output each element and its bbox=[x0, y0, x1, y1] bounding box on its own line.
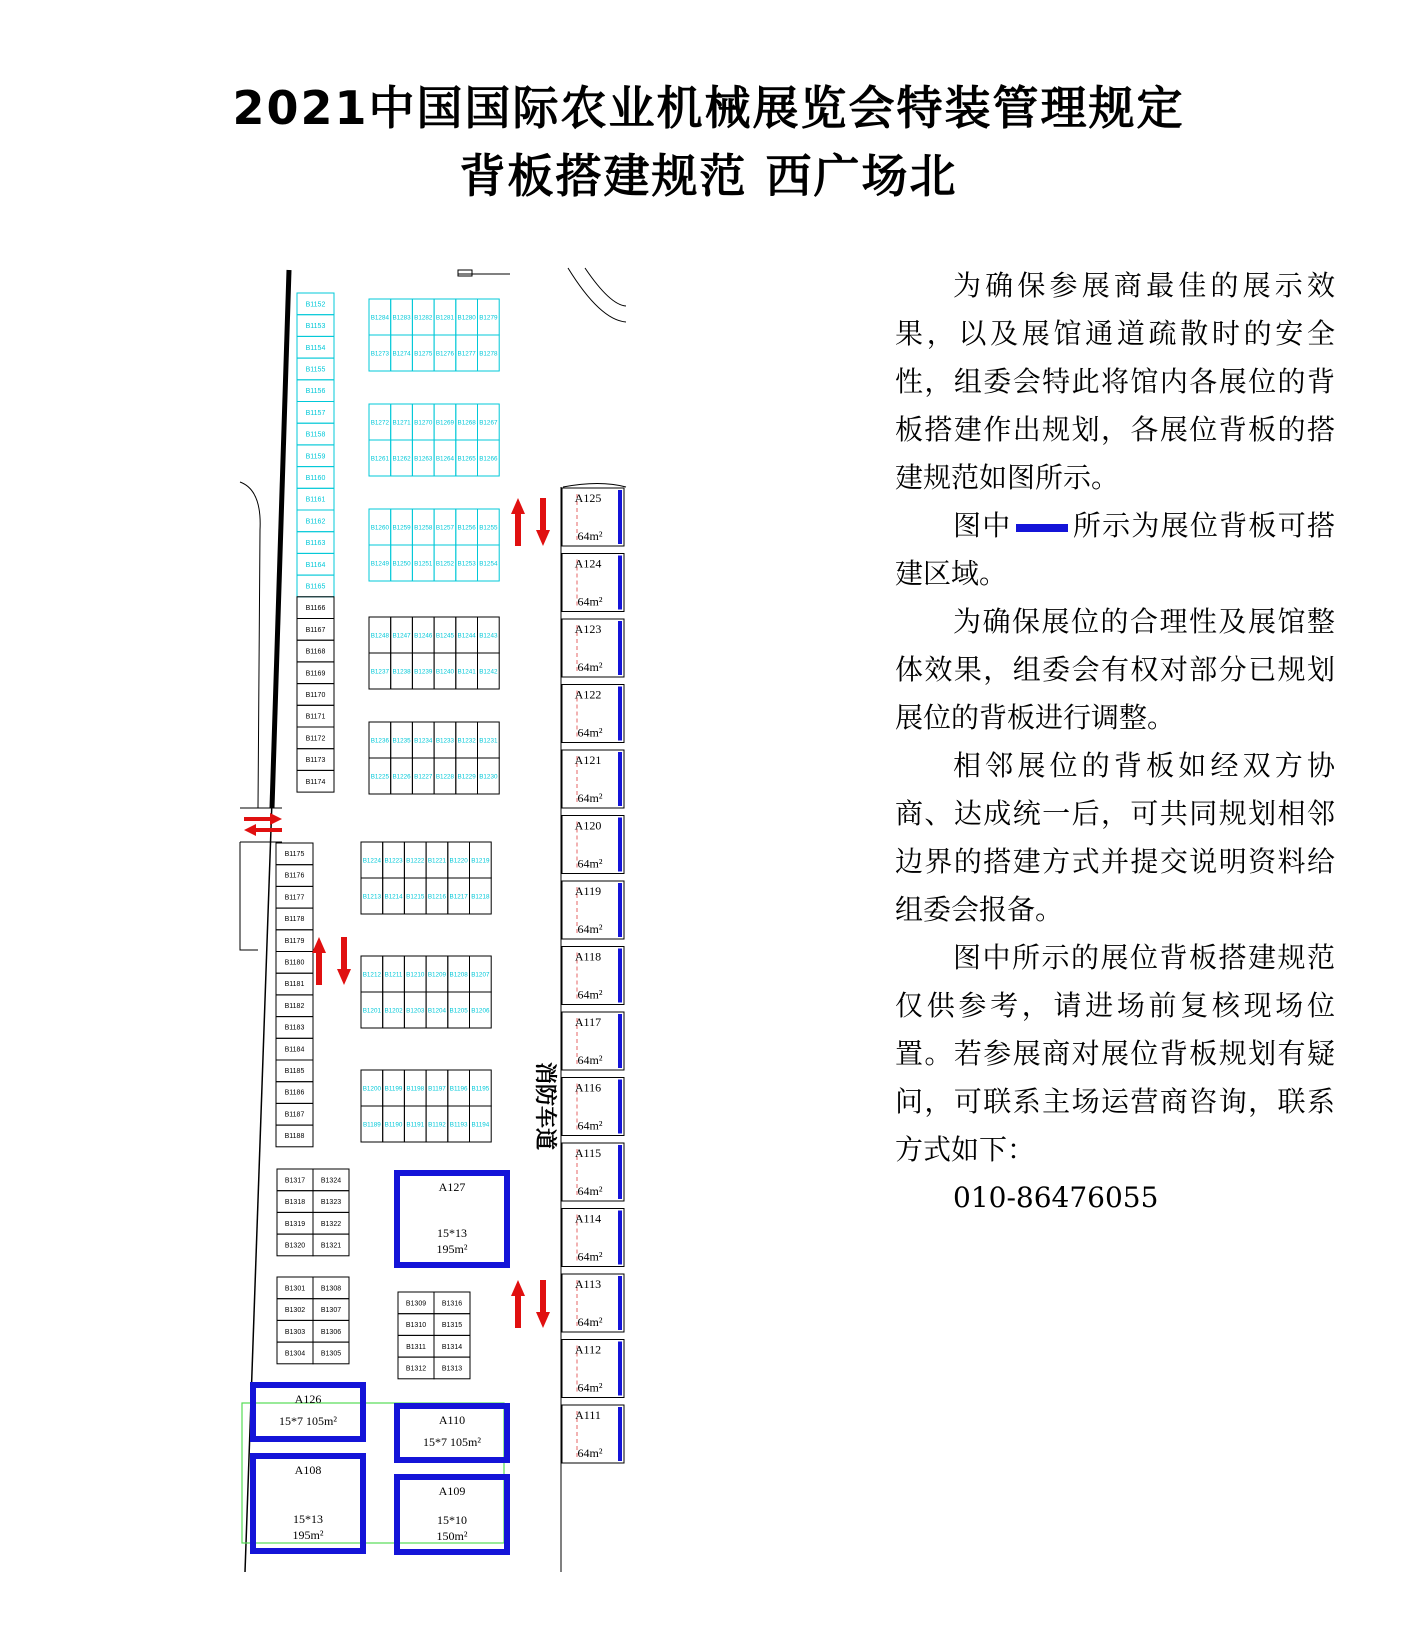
booth-label: B1209 bbox=[427, 971, 447, 979]
booth-label: B1244 bbox=[457, 632, 476, 640]
booth-label: B1217 bbox=[449, 893, 468, 901]
note-paragraph-2 bbox=[895, 502, 1335, 598]
booth-label: B1214 bbox=[384, 893, 403, 901]
booth-label: B1303 bbox=[284, 1328, 306, 1336]
booth-label: B1206 bbox=[471, 1007, 490, 1015]
booth-area: 64m² bbox=[577, 725, 603, 740]
booth-label: A121 bbox=[574, 753, 602, 767]
booth-label: B1176 bbox=[284, 872, 305, 880]
booth-label: B1230 bbox=[479, 773, 498, 781]
booth-label: B1231 bbox=[479, 737, 498, 745]
booth-label: B1186 bbox=[284, 1089, 305, 1097]
booth-label: B1219 bbox=[471, 857, 490, 865]
booth-label: B1216 bbox=[427, 893, 447, 901]
booth-label: B1207 bbox=[471, 971, 490, 979]
booth-label: B1324 bbox=[320, 1177, 342, 1185]
booth-area: 150m² bbox=[436, 1529, 468, 1543]
booth-label: B1304 bbox=[284, 1350, 306, 1358]
booth-label: B1215 bbox=[406, 893, 425, 901]
booth-label: B1259 bbox=[392, 524, 411, 532]
booth-label: A118 bbox=[574, 949, 602, 964]
booth-layer bbox=[253, 293, 624, 1552]
booth-size: 15*13 bbox=[293, 1512, 323, 1526]
booth-label: B1322 bbox=[320, 1220, 342, 1228]
booth-label: B1308 bbox=[320, 1285, 342, 1293]
booth-label: B1235 bbox=[392, 737, 411, 745]
booth-label: B1159 bbox=[305, 453, 326, 461]
booth-label: B1171 bbox=[305, 713, 326, 721]
booth-label: B1194 bbox=[471, 1121, 490, 1129]
booth-label: B1174 bbox=[305, 778, 326, 786]
booth-label: B1229 bbox=[457, 773, 476, 781]
booth-area: 64m² bbox=[577, 1184, 603, 1198]
note-paragraph-4: 相邻展位的背板如经双方协商、达成统一后，可共同规划相邻边界的搭建方式并提交说明资料给组委会报备。 bbox=[895, 749, 1335, 926]
booth-label: B1180 bbox=[284, 959, 305, 967]
booth-label: B1277 bbox=[457, 350, 476, 358]
booth-label: B1203 bbox=[406, 1007, 425, 1015]
booth-label: B1157 bbox=[305, 409, 326, 417]
booth-label: B1268 bbox=[457, 419, 476, 427]
notes-panel bbox=[895, 262, 1335, 1222]
booth-label: B1280 bbox=[457, 314, 476, 322]
booth-label: B1315 bbox=[441, 1322, 463, 1330]
booth-label: A114 bbox=[574, 1211, 602, 1226]
booth-area: 64m² bbox=[577, 660, 603, 674]
booth-label: B1247 bbox=[392, 632, 411, 640]
booth-label: A108 bbox=[294, 1463, 322, 1477]
booth-label: B1165 bbox=[305, 583, 326, 591]
booth-label: B1273 bbox=[370, 350, 389, 358]
booth-label: B1225 bbox=[370, 773, 389, 781]
booth-label: B1270 bbox=[414, 419, 433, 427]
booth-label: B1323 bbox=[320, 1199, 342, 1207]
contact-phone: 010-86476055 bbox=[953, 1181, 1159, 1214]
booth-label: B1278 bbox=[479, 350, 498, 358]
booth-label: B1254 bbox=[479, 560, 498, 568]
booth-area: 195m² bbox=[436, 1242, 468, 1256]
booth-label: B1309 bbox=[405, 1300, 427, 1308]
booth-label: B1318 bbox=[284, 1199, 306, 1207]
booth-label: B1269 bbox=[435, 419, 455, 427]
note-paragraph-1: 为确保参展商最佳的展示效果，以及展馆通道疏散时的安全性，组委会特此将馆内各展位的背板搭建作出规划，各展位背板的搭建规范如图所示。 bbox=[895, 269, 1335, 494]
booth-label: A116 bbox=[574, 1080, 602, 1095]
booth-label: A109 bbox=[438, 1484, 466, 1498]
booth-label: B1320 bbox=[284, 1242, 306, 1250]
booth-label: B1212 bbox=[362, 971, 381, 979]
booth-label: B1312 bbox=[405, 1365, 427, 1373]
booth-label: B1179 bbox=[284, 937, 305, 945]
booth-label: B1218 bbox=[471, 893, 490, 901]
page-subtitle: 背板搭建规范 西广场北 bbox=[459, 149, 958, 203]
booth-label: A111 bbox=[575, 1408, 601, 1422]
booth-label: B1183 bbox=[284, 1024, 305, 1032]
booth-size: 15*7 105m² bbox=[279, 1414, 337, 1428]
booth-label: B1184 bbox=[284, 1046, 305, 1054]
booth-label: B1272 bbox=[370, 419, 389, 427]
booth-label: B1252 bbox=[435, 560, 455, 568]
booth-label: A117 bbox=[574, 1015, 602, 1029]
arrow-down-icon bbox=[536, 498, 550, 546]
booth-label: A112 bbox=[574, 1342, 602, 1357]
arrow-left-icon bbox=[244, 824, 282, 836]
booth-size: 15*7 105m² bbox=[423, 1435, 481, 1449]
booth-label: B1223 bbox=[384, 857, 403, 865]
booth-label: A113 bbox=[574, 1277, 602, 1291]
booth-label: B1185 bbox=[284, 1068, 305, 1075]
booth-label: B1264 bbox=[435, 455, 455, 463]
booth-label: B1173 bbox=[305, 757, 326, 765]
booth-size: 15*13 bbox=[437, 1226, 467, 1240]
booth-label: B1267 bbox=[479, 419, 498, 427]
booth-area: 64m² bbox=[577, 1118, 603, 1133]
booth-label: B1265 bbox=[457, 455, 476, 463]
booth-label: B1241 bbox=[457, 668, 476, 676]
booth-label: B1228 bbox=[435, 773, 455, 781]
booth-label: B1274 bbox=[392, 350, 411, 358]
booth-label: A120 bbox=[574, 818, 602, 833]
arrow-down-icon bbox=[536, 1280, 550, 1328]
booth-label: A127 bbox=[438, 1180, 466, 1194]
booth-label: B1162 bbox=[305, 518, 326, 526]
arrow-down-icon bbox=[337, 937, 351, 985]
booth-label: B1317 bbox=[284, 1177, 306, 1185]
note-paragraph-5: 图中所示的展位背板搭建规范仅供参考，请进场前复核现场位置。若参展商对展位背板规划有疑问，可联系主场运营商咨询，联系方式如下： bbox=[895, 941, 1335, 1166]
booth-label: B1156 bbox=[305, 388, 326, 396]
booth-label: B1190 bbox=[384, 1121, 403, 1129]
booth-label: B1282 bbox=[414, 314, 433, 322]
booth-label: B1271 bbox=[392, 419, 411, 427]
fire-lane-label: 消防车道 bbox=[533, 1062, 558, 1151]
booth-label: B1307 bbox=[320, 1307, 342, 1315]
booth-label: B1283 bbox=[392, 314, 411, 322]
booth-label: B1238 bbox=[392, 668, 411, 676]
booth-label: B1234 bbox=[414, 737, 433, 745]
booth-label: B1316 bbox=[441, 1300, 463, 1308]
booth-label: B1188 bbox=[284, 1133, 305, 1141]
booth-label: A119 bbox=[574, 884, 602, 898]
booth-label: B1208 bbox=[449, 971, 468, 979]
booth-area: 64m² bbox=[577, 1249, 603, 1264]
booth-label: B1258 bbox=[414, 524, 433, 532]
booth-label: B1233 bbox=[435, 737, 455, 745]
booth-label: B1158 bbox=[305, 431, 326, 439]
booth-label: B1240 bbox=[435, 668, 455, 676]
booth-area: 64m² bbox=[577, 791, 603, 805]
note-paragraph-3: 为确保展位的合理性及展馆整体效果，组委会有权对部分已规划展位的背板进行调整。 bbox=[895, 605, 1335, 734]
booth-label: B1301 bbox=[284, 1285, 306, 1293]
booth-label: B1192 bbox=[428, 1121, 446, 1129]
booth-label: B1232 bbox=[457, 737, 476, 745]
booth-label: B1266 bbox=[479, 455, 498, 463]
booth-area: 64m² bbox=[577, 1315, 603, 1329]
booth-area: 195m² bbox=[292, 1528, 324, 1542]
booth-label: B1226 bbox=[392, 773, 411, 781]
booth-label: B1260 bbox=[370, 524, 389, 532]
page-title: 2021中国国际农业机械展览会特装管理规定 bbox=[232, 81, 1185, 135]
arrow-up-icon bbox=[511, 1280, 525, 1328]
booth-label: B1204 bbox=[427, 1007, 447, 1015]
booth-area: 64m² bbox=[577, 987, 603, 1002]
booth-label: B1222 bbox=[406, 857, 425, 865]
booth-label: A110 bbox=[438, 1413, 466, 1427]
booth-area: 64m² bbox=[577, 1380, 603, 1395]
booth-label: B1201 bbox=[362, 1007, 381, 1015]
booth-label: B1314 bbox=[441, 1343, 463, 1351]
booth-label: B1167 bbox=[305, 626, 326, 634]
booth-label: B1154 bbox=[305, 344, 326, 352]
booth-label: B1275 bbox=[414, 350, 433, 358]
booth-label: B1197 bbox=[428, 1085, 446, 1093]
booth-label: B1221 bbox=[427, 857, 447, 865]
legend-prefix: 图中 bbox=[953, 509, 1012, 542]
booth-label: B1189 bbox=[362, 1121, 381, 1129]
booth-label: B1245 bbox=[435, 632, 455, 640]
booth-label: B1161 bbox=[305, 496, 326, 504]
booth-area: 64m² bbox=[577, 856, 603, 871]
arrow-up-icon bbox=[511, 498, 525, 546]
arrow-right-icon bbox=[244, 813, 282, 825]
booth-label: B1236 bbox=[370, 737, 389, 745]
booth-label: B1248 bbox=[370, 632, 389, 640]
booth-label: B1170 bbox=[305, 691, 326, 699]
booth-label: B1255 bbox=[479, 524, 498, 532]
booth-area: 64m² bbox=[577, 1053, 603, 1067]
booth-label: B1178 bbox=[284, 916, 305, 924]
booth-label: B1239 bbox=[414, 668, 433, 676]
booth-label: B1199 bbox=[384, 1085, 403, 1093]
booth-label: B1319 bbox=[284, 1220, 306, 1228]
booth-label: A122 bbox=[574, 687, 602, 702]
booth-label: B1306 bbox=[320, 1328, 342, 1336]
booth-area: 64m² bbox=[577, 922, 603, 936]
booth-label: B1213 bbox=[362, 893, 381, 901]
booth-label: B1220 bbox=[449, 857, 468, 865]
booth-label: B1281 bbox=[435, 314, 455, 322]
booth-label: B1152 bbox=[305, 301, 326, 309]
booth-label: B1313 bbox=[441, 1365, 463, 1373]
booth-label: B1181 bbox=[284, 981, 305, 989]
booth-label: B1163 bbox=[305, 540, 326, 548]
booth-area: 64m² bbox=[577, 594, 603, 609]
booth-label: B1210 bbox=[406, 971, 425, 979]
legend-suffix: 所示为展位背板可搭建区域。 bbox=[895, 509, 1335, 590]
booth-label: B1249 bbox=[370, 560, 389, 568]
booth-label: B1261 bbox=[370, 455, 389, 463]
booth-label: B1305 bbox=[320, 1350, 342, 1358]
booth-label: A115 bbox=[574, 1146, 602, 1160]
booth-label: B1166 bbox=[305, 605, 326, 613]
booth-label: B1246 bbox=[414, 632, 433, 640]
booth-label: B1175 bbox=[284, 851, 305, 858]
booth-label: B1169 bbox=[305, 670, 326, 678]
booth-label: B1155 bbox=[305, 366, 326, 374]
booth-label: B1202 bbox=[384, 1007, 403, 1015]
booth-label: B1160 bbox=[305, 474, 326, 482]
booth-size: 15*10 bbox=[437, 1513, 467, 1527]
booth-label: B1311 bbox=[406, 1343, 426, 1351]
backboard-legend-line bbox=[1016, 524, 1068, 532]
booth-label: B1153 bbox=[305, 323, 326, 331]
booth-area: 64m² bbox=[577, 529, 603, 543]
booth-label: B1205 bbox=[449, 1007, 468, 1015]
booth-label: B1172 bbox=[305, 735, 326, 743]
booth-label: B1177 bbox=[284, 894, 305, 902]
booth-label: B1182 bbox=[284, 1002, 305, 1010]
booth-label: B1284 bbox=[370, 314, 389, 322]
booth-label: B1211 bbox=[384, 971, 403, 979]
booth-label: B1310 bbox=[405, 1322, 427, 1330]
booth-label: B1224 bbox=[362, 857, 381, 865]
arrow-up-icon bbox=[312, 937, 326, 985]
booth-label: B1253 bbox=[457, 560, 476, 568]
booth-label: B1227 bbox=[414, 773, 433, 781]
booth-label: B1200 bbox=[362, 1085, 381, 1093]
booth-label: B1250 bbox=[392, 560, 411, 568]
booth-label: B1242 bbox=[479, 668, 498, 676]
booth-label: B1243 bbox=[479, 632, 498, 640]
booth-label: B1191 bbox=[406, 1121, 425, 1129]
booth-label: A123 bbox=[574, 622, 602, 636]
booth-label: B1237 bbox=[370, 668, 389, 676]
booth-label: A124 bbox=[574, 556, 602, 571]
booth-label: B1263 bbox=[414, 455, 433, 463]
booth-label: B1262 bbox=[392, 455, 411, 463]
booth-label: A125 bbox=[574, 491, 602, 505]
booth-label: B1276 bbox=[435, 350, 455, 358]
booth-label: B1257 bbox=[435, 524, 455, 532]
booth-label: B1251 bbox=[414, 560, 433, 568]
booth-label: B1187 bbox=[284, 1111, 305, 1119]
booth-label: B1196 bbox=[449, 1085, 468, 1093]
booth-label: B1321 bbox=[320, 1242, 342, 1250]
booth-label: B1164 bbox=[305, 561, 326, 569]
booth-label: B1256 bbox=[457, 524, 476, 532]
booth-label: B1168 bbox=[305, 648, 326, 656]
booth-label: B1198 bbox=[406, 1085, 425, 1093]
booth-label: B1279 bbox=[479, 314, 498, 322]
booth-label: B1195 bbox=[471, 1085, 490, 1093]
booth-area: 64m² bbox=[577, 1446, 603, 1460]
booth-label: A126 bbox=[294, 1392, 322, 1406]
booth-label: B1302 bbox=[284, 1307, 306, 1315]
booth-label: B1193 bbox=[449, 1121, 468, 1129]
